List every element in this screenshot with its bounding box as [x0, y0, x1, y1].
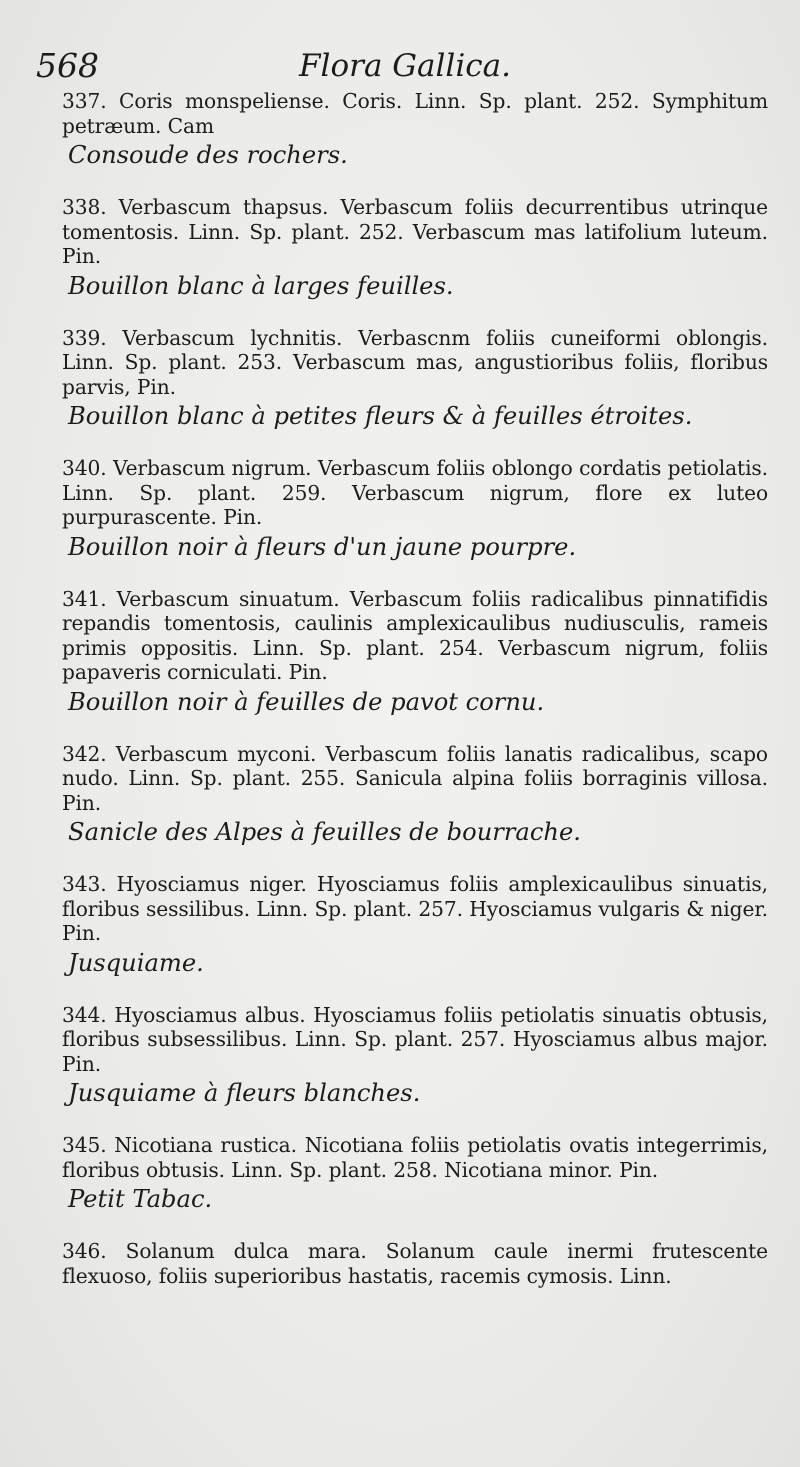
latin-description: 343. Hyosciamus niger. Hyosciamus foliis amplexicaulibus sinuatis, floribus sessilibus. Linn. Sp. plant. 257. Hyosciamus vulgaris & niger. Pin. — [62, 872, 768, 945]
french-name: Bouillon noir à feuilles de pavot cornu. — [68, 687, 545, 716]
latin-description: 339. Verbascum lychnitis. Verbascnm foliis cuneiformi oblongis. Linn. Sp. plant. 253. Verbascum mas, angustioribus foliis, floribus parvis, Pin. — [62, 325, 768, 399]
latin-description: 338. Verbascum thapsus. Verbascum foliis decurrentibus utrinque tomentosis. Linn. Sp. plant. 252. Verbascum mas latifolium luteum. Pin. — [62, 195, 768, 268]
french-name: Consoude des rochers. — [68, 141, 348, 169]
species-entry — [62, 742, 768, 849]
species-entry — [62, 89, 768, 171]
latin-description: 337. Coris monspeliense. Coris. Linn. Sp. plant. 252. Symphitum petræum. Cam — [62, 89, 768, 138]
latin-description: 344. Hyosciamus albus. Hyosciamus foliis petiolatis sinuatis obtusis, floribus subsessilibus. Linn. Sp. plant. 257. Hyosciamus albus major. Pin. — [62, 1002, 768, 1076]
species-list — [62, 89, 768, 1288]
french-name: Petit Tabac. — [68, 1185, 213, 1213]
latin-description: 342. Verbascum myconi. Verbascum foliis lanatis radicalibus, scapo nudo. Linn. Sp. plant. 255. Sanicula alpina foliis borraginis villosa. Pin. — [62, 741, 768, 815]
species-entry — [62, 326, 768, 433]
species-entry — [62, 456, 768, 563]
species-entry — [62, 1003, 768, 1110]
french-name: Bouillon noir à fleurs d'un jaune pourpre. — [68, 532, 577, 561]
latin-description: 346. Solanum dulca mara. Solanum caule inermi frutescente flexuoso, foliis superioribus hastatis, racemis cymosis. Linn. — [62, 1239, 768, 1288]
latin-description: 341. Verbascum sinuatum. Verbascum foliis radicalibus pinnatifidis repandis tomentosis, caulinis amplexicaulibus nudiusculis, rameis primis oppositis. Linn. Sp. plant. 254. Verbascum nigrum, foliis papaveris corniculati. Pin. — [62, 586, 768, 684]
latin-description: 345. Nicotiana rustica. Nicotiana foliis petiolatis ovatis integerrimis, floribus obtusis. Linn. Sp. plant. 258. Nicotiana minor. Pin. — [62, 1133, 768, 1182]
page-header — [0, 44, 800, 88]
french-name: Bouillon blanc à larges feuilles. — [68, 271, 454, 300]
french-name: Bouillon blanc à petites fleurs & à feuilles étroites. — [68, 402, 693, 430]
species-entry — [62, 872, 768, 979]
page-number: 568 — [36, 46, 99, 85]
latin-description: 340. Verbascum nigrum. Verbascum foliis oblongo cordatis petiolatis. Linn. Sp. plant. 259. Verbascum nigrum, flore ex luteo purpurascente. Pin. — [62, 456, 768, 529]
species-entry — [62, 195, 768, 302]
running-title: Flora Gallica. — [299, 48, 511, 84]
french-name: Jusquiame. — [68, 948, 204, 977]
french-name: Jusquiame à fleurs blanches. — [68, 1079, 421, 1107]
french-name: Sanicle des Alpes à feuilles de bourrache. — [68, 818, 581, 846]
species-entry — [62, 1239, 768, 1288]
species-entry — [62, 587, 768, 718]
species-entry — [62, 1133, 768, 1215]
